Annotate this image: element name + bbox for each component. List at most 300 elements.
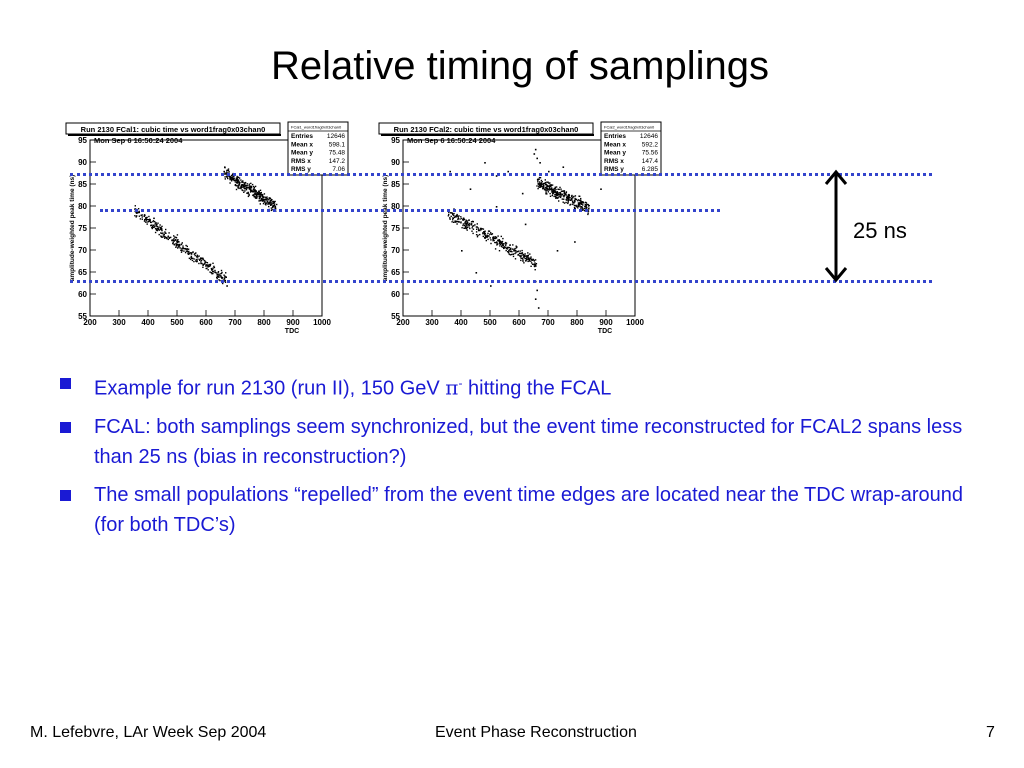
data-point <box>546 188 547 189</box>
data-point <box>173 239 174 240</box>
data-point <box>522 254 523 255</box>
data-point <box>256 194 257 195</box>
data-point <box>543 183 544 184</box>
data-point <box>501 236 502 237</box>
bullet-item <box>57 368 967 404</box>
data-point <box>458 215 459 216</box>
data-point <box>156 225 157 226</box>
data-point <box>476 226 477 227</box>
data-point <box>250 186 251 187</box>
data-point <box>562 194 563 195</box>
x-axis-label: TDC <box>284 328 300 335</box>
data-point <box>520 260 521 261</box>
data-point <box>560 197 561 198</box>
data-point <box>530 266 531 267</box>
data-point <box>550 196 551 197</box>
data-point <box>499 250 500 251</box>
data-point <box>489 234 490 235</box>
data-point <box>161 229 162 230</box>
data-point <box>528 255 529 256</box>
x-tick-label: 800 <box>570 318 584 327</box>
data-point <box>463 223 464 224</box>
data-point <box>497 235 498 236</box>
data-point <box>553 192 554 193</box>
outlier-point <box>226 285 228 287</box>
y-tick-label: 55 <box>78 312 87 321</box>
data-point <box>241 189 242 190</box>
data-point <box>539 181 540 182</box>
data-point <box>484 231 485 232</box>
data-point <box>151 225 152 226</box>
data-point <box>192 258 193 259</box>
data-point <box>134 215 135 216</box>
data-point <box>516 247 517 248</box>
data-point <box>563 199 564 200</box>
data-point <box>162 236 163 237</box>
data-point <box>505 247 506 248</box>
data-point <box>551 189 552 190</box>
data-point <box>535 259 536 260</box>
data-point <box>490 239 491 240</box>
data-point <box>527 261 528 262</box>
data-point <box>273 206 274 207</box>
y-axis-label: amplitude-weighted peak time (ns) <box>69 174 76 282</box>
plot-frame <box>403 140 635 316</box>
data-point <box>572 197 573 198</box>
data-point <box>229 176 230 177</box>
data-point <box>559 194 560 195</box>
y-tick-label: 60 <box>391 290 400 299</box>
data-point <box>253 194 254 195</box>
data-point <box>568 197 569 198</box>
data-point <box>455 221 456 222</box>
data-point <box>260 192 261 193</box>
data-point <box>267 198 268 199</box>
data-point <box>149 220 150 221</box>
data-point <box>258 196 259 197</box>
data-point <box>152 228 153 229</box>
data-point <box>261 199 262 200</box>
data-point <box>152 226 153 227</box>
data-point <box>483 228 484 229</box>
bullet-text: Example for run 2130 (run II), 150 GeV <box>94 377 446 400</box>
data-point <box>469 219 470 220</box>
data-point <box>566 197 567 198</box>
data-point <box>464 228 465 229</box>
data-point <box>178 241 179 242</box>
data-point <box>235 184 236 185</box>
data-point <box>471 221 472 222</box>
data-point <box>545 179 546 180</box>
data-point <box>568 198 569 199</box>
data-point <box>517 251 518 252</box>
data-point <box>217 274 218 275</box>
data-point <box>173 238 174 239</box>
square-bullet-icon <box>60 422 71 433</box>
data-point <box>563 202 564 203</box>
data-point <box>535 264 536 265</box>
data-point <box>585 204 586 205</box>
data-point <box>512 244 513 245</box>
data-point <box>264 193 265 194</box>
data-point <box>521 253 522 254</box>
fcal2-plot <box>373 118 663 338</box>
data-point <box>545 182 546 183</box>
data-point <box>533 264 534 265</box>
data-point <box>515 250 516 251</box>
stats-box <box>601 122 661 175</box>
data-point <box>166 237 167 238</box>
data-point <box>267 204 268 205</box>
data-point <box>211 268 212 269</box>
data-point <box>255 197 256 198</box>
data-point <box>271 199 272 200</box>
data-point <box>142 219 143 220</box>
data-point <box>523 262 524 263</box>
data-point <box>154 223 155 224</box>
data-point <box>482 233 483 234</box>
data-point <box>552 195 553 196</box>
data-point <box>559 187 560 188</box>
outlier-point <box>539 162 541 164</box>
data-point <box>195 260 196 261</box>
data-point <box>460 216 461 217</box>
data-point <box>154 221 155 222</box>
guide-line-top <box>70 173 932 176</box>
data-point <box>531 262 532 263</box>
x-tick-label: 600 <box>512 318 526 327</box>
data-point <box>486 240 487 241</box>
data-point <box>250 183 251 184</box>
data-point <box>547 189 548 190</box>
stats-value: 6.285 <box>641 166 658 174</box>
data-point <box>137 212 138 213</box>
data-point <box>265 197 266 198</box>
data-point <box>243 192 244 193</box>
data-point <box>238 180 239 181</box>
data-point <box>507 248 508 249</box>
data-point <box>463 218 464 219</box>
data-point <box>562 198 563 199</box>
data-point <box>472 233 473 234</box>
data-point <box>206 268 207 269</box>
data-point <box>159 234 160 235</box>
data-point <box>530 261 531 262</box>
data-point <box>195 255 196 256</box>
stats-box <box>288 122 348 175</box>
data-point <box>183 250 184 251</box>
charge-superscript: - <box>458 376 463 390</box>
data-point <box>552 193 553 194</box>
data-point <box>585 202 586 203</box>
data-point <box>531 259 532 260</box>
outlier-point <box>461 250 463 252</box>
data-point <box>212 263 213 264</box>
data-point <box>513 249 514 250</box>
data-point <box>551 190 552 191</box>
data-point <box>478 230 479 231</box>
outlier-point <box>513 250 515 252</box>
data-point <box>197 255 198 256</box>
data-point <box>501 246 502 247</box>
data-point <box>199 259 200 260</box>
stats-key: Mean x <box>291 141 314 149</box>
y-tick-label: 55 <box>391 312 400 321</box>
data-point <box>185 252 186 253</box>
data-point <box>485 235 486 236</box>
x-tick-label: 500 <box>483 318 497 327</box>
data-point <box>198 255 199 256</box>
data-point <box>479 234 480 235</box>
data-point <box>521 255 522 256</box>
double-arrow-icon <box>818 168 854 284</box>
data-point <box>508 252 509 253</box>
data-point <box>272 201 273 202</box>
stats-value: 147.4 <box>641 157 658 165</box>
data-point <box>212 273 213 274</box>
data-point <box>258 194 259 195</box>
data-point <box>159 229 160 230</box>
footer-author: M. Lefebvre, LAr Week Sep 2004 <box>30 724 267 741</box>
data-point <box>220 276 221 277</box>
data-point <box>497 240 498 241</box>
data-point <box>231 179 232 180</box>
data-point <box>499 245 500 246</box>
data-point <box>467 222 468 223</box>
data-point <box>154 225 155 226</box>
data-point <box>532 264 533 265</box>
data-point <box>269 203 270 204</box>
data-point <box>192 251 193 252</box>
data-point <box>270 200 271 201</box>
data-point <box>238 185 239 186</box>
data-point <box>582 201 583 202</box>
data-point <box>178 246 179 247</box>
data-point <box>563 195 564 196</box>
data-point <box>179 244 180 245</box>
data-point <box>193 258 194 259</box>
data-point <box>581 201 582 202</box>
data-point <box>451 216 452 217</box>
data-point <box>194 254 195 255</box>
data-point <box>188 254 189 255</box>
data-point <box>553 196 554 197</box>
data-point <box>240 179 241 180</box>
data-point <box>525 258 526 259</box>
data-point <box>218 276 219 277</box>
data-point <box>264 201 265 202</box>
data-point <box>157 228 158 229</box>
data-point <box>555 194 556 195</box>
data-point <box>159 224 160 225</box>
data-point <box>549 193 550 194</box>
data-point <box>207 262 208 263</box>
data-point <box>520 250 521 251</box>
data-point <box>470 224 471 225</box>
data-point <box>487 233 488 234</box>
data-point <box>485 237 486 238</box>
data-point <box>270 202 271 203</box>
data-point <box>148 216 149 217</box>
data-point <box>580 198 581 199</box>
data-point <box>502 241 503 242</box>
data-point <box>161 227 162 228</box>
outlier-point <box>225 276 227 278</box>
data-point <box>536 263 537 264</box>
data-point <box>202 258 203 259</box>
data-point <box>249 184 250 185</box>
data-point <box>237 176 238 177</box>
footer-title: Event Phase Reconstruction <box>435 724 637 741</box>
data-point <box>477 235 478 236</box>
data-point <box>188 249 189 250</box>
data-point <box>221 270 222 271</box>
data-point <box>196 259 197 260</box>
y-tick-label: 70 <box>391 246 400 255</box>
data-point <box>524 253 525 254</box>
data-point <box>153 218 154 219</box>
data-point <box>449 219 450 220</box>
data-point <box>146 219 147 220</box>
data-point <box>539 183 540 184</box>
data-point <box>496 242 497 243</box>
data-point <box>145 217 146 218</box>
stats-value: 12646 <box>326 133 345 140</box>
data-point <box>246 187 247 188</box>
data-point <box>232 176 233 177</box>
data-point <box>477 236 478 237</box>
data-point <box>245 182 246 183</box>
y-tick-label: 95 <box>391 136 400 145</box>
data-point <box>173 235 174 236</box>
x-tick-label: 200 <box>83 318 97 327</box>
data-point <box>247 183 248 184</box>
data-point <box>457 219 458 220</box>
data-point <box>556 186 557 187</box>
data-point <box>493 240 494 241</box>
data-point <box>522 258 523 259</box>
data-point <box>237 179 238 180</box>
data-point <box>542 184 543 185</box>
data-point <box>537 188 538 189</box>
data-point <box>578 206 579 207</box>
outlier-point <box>496 206 498 208</box>
data-point <box>215 272 216 273</box>
data-point <box>251 191 252 192</box>
data-point <box>197 256 198 257</box>
data-point <box>556 195 557 196</box>
outlier-point <box>484 162 486 164</box>
data-point <box>268 202 269 203</box>
bullet-item <box>57 412 967 472</box>
x-tick-label: 600 <box>199 318 213 327</box>
data-point <box>157 223 158 224</box>
data-point <box>448 215 449 216</box>
data-point <box>142 216 143 217</box>
data-point <box>467 229 468 230</box>
bullet-text-end: hitting the FCAL <box>462 377 612 400</box>
data-point <box>519 253 520 254</box>
data-point <box>550 184 551 185</box>
data-point <box>207 265 208 266</box>
data-point <box>237 187 238 188</box>
data-point <box>476 229 477 230</box>
data-point <box>569 194 570 195</box>
data-point <box>502 238 503 239</box>
data-point <box>212 267 213 268</box>
data-point <box>564 195 565 196</box>
data-point <box>588 204 589 205</box>
outlier-point <box>522 193 524 195</box>
data-point <box>158 226 159 227</box>
data-point <box>455 216 456 217</box>
stats-key: Mean y <box>604 149 627 157</box>
data-point <box>472 227 473 228</box>
data-point <box>537 178 538 179</box>
plot-title: Run 2130 FCal2: cubic time vs word1frag0x03chan0 <box>393 125 579 134</box>
data-point <box>522 259 523 260</box>
stats-key: RMS y <box>291 166 311 174</box>
data-point <box>263 199 264 200</box>
data-point <box>195 252 196 253</box>
data-point <box>527 256 528 257</box>
data-point <box>574 205 575 206</box>
outlier-point <box>600 188 602 190</box>
data-point <box>579 200 580 201</box>
stats-key: RMS x <box>604 157 624 165</box>
data-point <box>222 283 223 284</box>
data-point <box>566 199 567 200</box>
data-point <box>263 197 264 198</box>
y-tick-label: 95 <box>78 136 87 145</box>
data-point <box>200 263 201 264</box>
data-point <box>450 212 451 213</box>
data-point <box>242 180 243 181</box>
stats-value: 75.48 <box>328 149 345 157</box>
data-point <box>160 232 161 233</box>
data-point <box>537 181 538 182</box>
data-point <box>269 197 270 198</box>
data-point <box>573 196 574 197</box>
data-point <box>189 253 190 254</box>
data-point <box>560 189 561 190</box>
plot-subtitle: Mon Sep 6 16:50:24 2004 <box>407 136 496 145</box>
outlier-point <box>534 153 536 155</box>
data-point <box>538 186 539 187</box>
data-point <box>140 218 141 219</box>
data-point <box>468 226 469 227</box>
data-point <box>146 221 147 222</box>
data-point <box>156 224 157 225</box>
data-point <box>480 228 481 229</box>
data-point <box>233 178 234 179</box>
data-point <box>469 228 470 229</box>
data-point <box>495 248 496 249</box>
data-point <box>476 231 477 232</box>
data-point <box>540 183 541 184</box>
bullet-text: FCAL: both samplings seem synchronized, but the event time reconstructed for FCAL2 spans less than 25 ns (bias in reconstruction?) <box>94 415 963 468</box>
data-point <box>545 192 546 193</box>
x-axis-label: TDC <box>597 328 613 335</box>
x-tick-label: 700 <box>228 318 242 327</box>
data-point <box>564 190 565 191</box>
data-point <box>153 225 154 226</box>
data-point <box>555 188 556 189</box>
data-point <box>182 242 183 243</box>
data-point <box>451 221 452 222</box>
outlier-point <box>490 285 492 287</box>
data-point <box>458 221 459 222</box>
